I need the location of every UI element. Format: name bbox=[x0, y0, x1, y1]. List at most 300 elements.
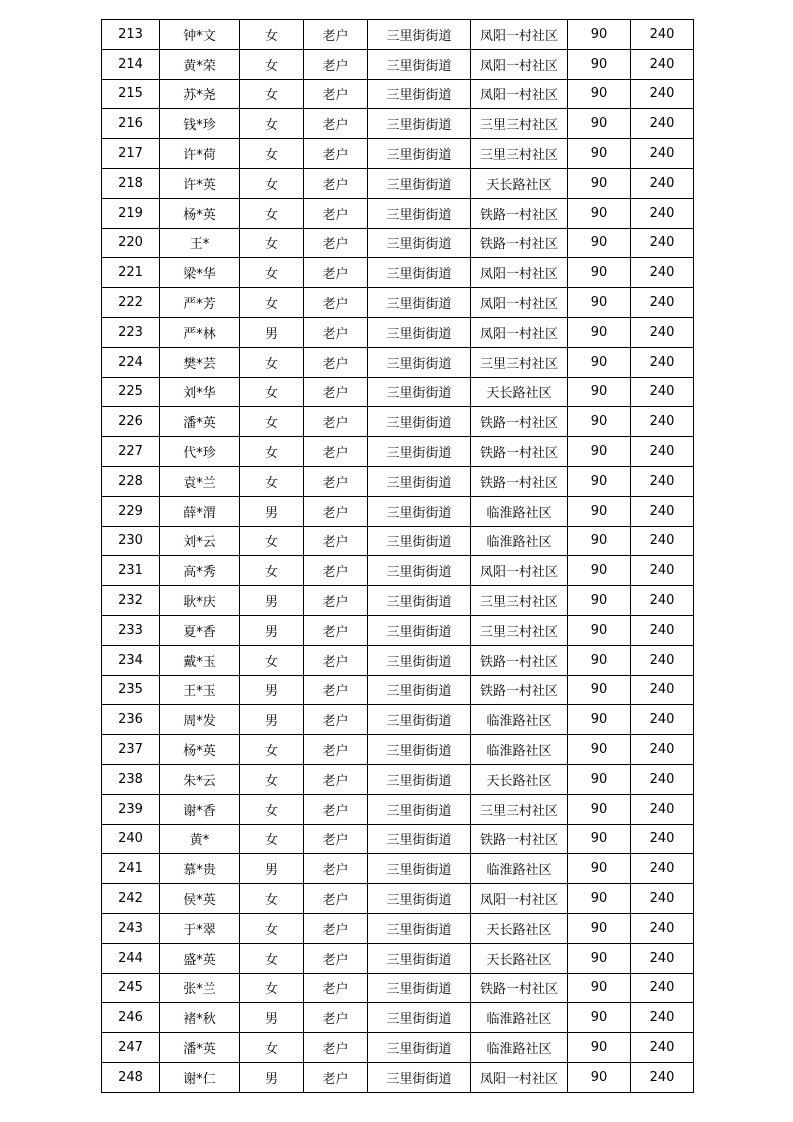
amount-cell: 90 bbox=[568, 526, 631, 556]
total-cell: 240 bbox=[631, 675, 694, 705]
household-type-cell: 老户 bbox=[304, 496, 368, 526]
total-cell: 240 bbox=[631, 407, 694, 437]
name-cell: 黄*荣 bbox=[160, 49, 240, 79]
amount-cell: 90 bbox=[568, 615, 631, 645]
community-cell: 铁路一村社区 bbox=[471, 466, 568, 496]
community-cell: 凤阳一村社区 bbox=[471, 884, 568, 914]
subdistrict-cell: 三里街街道 bbox=[368, 228, 471, 258]
subdistrict-cell: 三里街街道 bbox=[368, 317, 471, 347]
total-cell: 240 bbox=[631, 556, 694, 586]
community-cell: 天长路社区 bbox=[471, 764, 568, 794]
gender-cell: 女 bbox=[240, 973, 304, 1003]
gender-cell: 女 bbox=[240, 526, 304, 556]
gender-cell: 女 bbox=[240, 764, 304, 794]
gender-cell: 女 bbox=[240, 20, 304, 50]
name-cell: 许*荷 bbox=[160, 139, 240, 169]
community-cell: 凤阳一村社区 bbox=[471, 556, 568, 586]
row-number-cell: 229 bbox=[102, 496, 160, 526]
name-cell: 钱*珍 bbox=[160, 109, 240, 139]
household-type-cell: 老户 bbox=[304, 854, 368, 884]
subdistrict-cell: 三里街街道 bbox=[368, 675, 471, 705]
gender-cell: 男 bbox=[240, 496, 304, 526]
subdistrict-cell: 三里街街道 bbox=[368, 466, 471, 496]
community-cell: 凤阳一村社区 bbox=[471, 20, 568, 50]
name-cell: 代*珍 bbox=[160, 437, 240, 467]
table-row bbox=[102, 258, 694, 288]
community-cell: 铁路一村社区 bbox=[471, 407, 568, 437]
total-cell: 240 bbox=[631, 1033, 694, 1063]
amount-cell: 90 bbox=[568, 884, 631, 914]
roster-table bbox=[101, 19, 694, 1093]
subdistrict-cell: 三里街街道 bbox=[368, 49, 471, 79]
name-cell: 慕*贵 bbox=[160, 854, 240, 884]
community-cell: 凤阳一村社区 bbox=[471, 288, 568, 318]
amount-cell: 90 bbox=[568, 317, 631, 347]
gender-cell: 男 bbox=[240, 317, 304, 347]
gender-cell: 女 bbox=[240, 139, 304, 169]
table-row bbox=[102, 854, 694, 884]
amount-cell: 90 bbox=[568, 347, 631, 377]
subdistrict-cell: 三里街街道 bbox=[368, 705, 471, 735]
gender-cell: 女 bbox=[240, 437, 304, 467]
name-cell: 张*兰 bbox=[160, 973, 240, 1003]
row-number-cell: 218 bbox=[102, 168, 160, 198]
name-cell: 严*芳 bbox=[160, 288, 240, 318]
table-row bbox=[102, 109, 694, 139]
community-cell: 天长路社区 bbox=[471, 377, 568, 407]
gender-cell: 男 bbox=[240, 1062, 304, 1092]
table-row bbox=[102, 20, 694, 50]
gender-cell: 男 bbox=[240, 586, 304, 616]
name-cell: 钟*文 bbox=[160, 20, 240, 50]
amount-cell: 90 bbox=[568, 407, 631, 437]
household-type-cell: 老户 bbox=[304, 1062, 368, 1092]
amount-cell: 90 bbox=[568, 854, 631, 884]
gender-cell: 男 bbox=[240, 615, 304, 645]
total-cell: 240 bbox=[631, 1003, 694, 1033]
name-cell: 梁*华 bbox=[160, 258, 240, 288]
household-type-cell: 老户 bbox=[304, 735, 368, 765]
amount-cell: 90 bbox=[568, 109, 631, 139]
subdistrict-cell: 三里街街道 bbox=[368, 526, 471, 556]
row-number-cell: 233 bbox=[102, 615, 160, 645]
total-cell: 240 bbox=[631, 526, 694, 556]
amount-cell: 90 bbox=[568, 288, 631, 318]
row-number-cell: 228 bbox=[102, 466, 160, 496]
community-cell: 临淮路社区 bbox=[471, 705, 568, 735]
row-number-cell: 243 bbox=[102, 913, 160, 943]
community-cell: 凤阳一村社区 bbox=[471, 49, 568, 79]
gender-cell: 女 bbox=[240, 466, 304, 496]
table-row bbox=[102, 586, 694, 616]
total-cell: 240 bbox=[631, 764, 694, 794]
subdistrict-cell: 三里街街道 bbox=[368, 973, 471, 1003]
total-cell: 240 bbox=[631, 854, 694, 884]
household-type-cell: 老户 bbox=[304, 228, 368, 258]
table-row bbox=[102, 794, 694, 824]
subdistrict-cell: 三里街街道 bbox=[368, 407, 471, 437]
gender-cell: 男 bbox=[240, 705, 304, 735]
table-row bbox=[102, 913, 694, 943]
community-cell: 铁路一村社区 bbox=[471, 228, 568, 258]
subdistrict-cell: 三里街街道 bbox=[368, 377, 471, 407]
community-cell: 铁路一村社区 bbox=[471, 973, 568, 1003]
subdistrict-cell: 三里街街道 bbox=[368, 943, 471, 973]
amount-cell: 90 bbox=[568, 943, 631, 973]
table-row bbox=[102, 645, 694, 675]
row-number-cell: 227 bbox=[102, 437, 160, 467]
community-cell: 临淮路社区 bbox=[471, 496, 568, 526]
total-cell: 240 bbox=[631, 973, 694, 1003]
gender-cell: 女 bbox=[240, 824, 304, 854]
amount-cell: 90 bbox=[568, 1062, 631, 1092]
total-cell: 240 bbox=[631, 228, 694, 258]
household-type-cell: 老户 bbox=[304, 526, 368, 556]
gender-cell: 男 bbox=[240, 675, 304, 705]
name-cell: 王*玉 bbox=[160, 675, 240, 705]
community-cell: 三里三村社区 bbox=[471, 139, 568, 169]
subdistrict-cell: 三里街街道 bbox=[368, 347, 471, 377]
community-cell: 临淮路社区 bbox=[471, 735, 568, 765]
row-number-cell: 231 bbox=[102, 556, 160, 586]
total-cell: 240 bbox=[631, 109, 694, 139]
household-type-cell: 老户 bbox=[304, 943, 368, 973]
community-cell: 铁路一村社区 bbox=[471, 645, 568, 675]
household-type-cell: 老户 bbox=[304, 973, 368, 1003]
name-cell: 夏*香 bbox=[160, 615, 240, 645]
community-cell: 凤阳一村社区 bbox=[471, 1062, 568, 1092]
gender-cell: 女 bbox=[240, 228, 304, 258]
gender-cell: 女 bbox=[240, 913, 304, 943]
household-type-cell: 老户 bbox=[304, 407, 368, 437]
row-number-cell: 238 bbox=[102, 764, 160, 794]
total-cell: 240 bbox=[631, 794, 694, 824]
name-cell: 于*翠 bbox=[160, 913, 240, 943]
row-number-cell: 230 bbox=[102, 526, 160, 556]
row-number-cell: 237 bbox=[102, 735, 160, 765]
amount-cell: 90 bbox=[568, 1003, 631, 1033]
gender-cell: 女 bbox=[240, 347, 304, 377]
community-cell: 临淮路社区 bbox=[471, 526, 568, 556]
subdistrict-cell: 三里街街道 bbox=[368, 884, 471, 914]
community-cell: 凤阳一村社区 bbox=[471, 317, 568, 347]
total-cell: 240 bbox=[631, 198, 694, 228]
amount-cell: 90 bbox=[568, 20, 631, 50]
total-cell: 240 bbox=[631, 824, 694, 854]
household-type-cell: 老户 bbox=[304, 49, 368, 79]
community-cell: 临淮路社区 bbox=[471, 1003, 568, 1033]
amount-cell: 90 bbox=[568, 49, 631, 79]
table-row bbox=[102, 377, 694, 407]
amount-cell: 90 bbox=[568, 496, 631, 526]
amount-cell: 90 bbox=[568, 258, 631, 288]
total-cell: 240 bbox=[631, 49, 694, 79]
gender-cell: 女 bbox=[240, 645, 304, 675]
subdistrict-cell: 三里街街道 bbox=[368, 198, 471, 228]
community-cell: 三里三村社区 bbox=[471, 586, 568, 616]
amount-cell: 90 bbox=[568, 79, 631, 109]
community-cell: 铁路一村社区 bbox=[471, 437, 568, 467]
name-cell: 戴*玉 bbox=[160, 645, 240, 675]
row-number-cell: 236 bbox=[102, 705, 160, 735]
name-cell: 刘*华 bbox=[160, 377, 240, 407]
gender-cell: 女 bbox=[240, 258, 304, 288]
gender-cell: 女 bbox=[240, 49, 304, 79]
table-row bbox=[102, 556, 694, 586]
gender-cell: 女 bbox=[240, 377, 304, 407]
total-cell: 240 bbox=[631, 913, 694, 943]
row-number-cell: 221 bbox=[102, 258, 160, 288]
table-row bbox=[102, 168, 694, 198]
total-cell: 240 bbox=[631, 1062, 694, 1092]
table-row bbox=[102, 764, 694, 794]
total-cell: 240 bbox=[631, 466, 694, 496]
row-number-cell: 246 bbox=[102, 1003, 160, 1033]
household-type-cell: 老户 bbox=[304, 586, 368, 616]
table-row bbox=[102, 526, 694, 556]
subdistrict-cell: 三里街街道 bbox=[368, 109, 471, 139]
community-cell: 临淮路社区 bbox=[471, 1033, 568, 1063]
amount-cell: 90 bbox=[568, 645, 631, 675]
household-type-cell: 老户 bbox=[304, 764, 368, 794]
amount-cell: 90 bbox=[568, 586, 631, 616]
community-cell: 三里三村社区 bbox=[471, 794, 568, 824]
community-cell: 临淮路社区 bbox=[471, 854, 568, 884]
table-row bbox=[102, 317, 694, 347]
name-cell: 周*发 bbox=[160, 705, 240, 735]
row-number-cell: 224 bbox=[102, 347, 160, 377]
amount-cell: 90 bbox=[568, 764, 631, 794]
household-type-cell: 老户 bbox=[304, 1033, 368, 1063]
row-number-cell: 216 bbox=[102, 109, 160, 139]
community-cell: 三里三村社区 bbox=[471, 109, 568, 139]
subdistrict-cell: 三里街街道 bbox=[368, 586, 471, 616]
name-cell: 朱*云 bbox=[160, 764, 240, 794]
total-cell: 240 bbox=[631, 258, 694, 288]
amount-cell: 90 bbox=[568, 735, 631, 765]
household-type-cell: 老户 bbox=[304, 20, 368, 50]
amount-cell: 90 bbox=[568, 377, 631, 407]
household-type-cell: 老户 bbox=[304, 645, 368, 675]
amount-cell: 90 bbox=[568, 705, 631, 735]
name-cell: 黄* bbox=[160, 824, 240, 854]
name-cell: 潘*英 bbox=[160, 407, 240, 437]
name-cell: 盛*英 bbox=[160, 943, 240, 973]
household-type-cell: 老户 bbox=[304, 317, 368, 347]
row-number-cell: 223 bbox=[102, 317, 160, 347]
table-row bbox=[102, 198, 694, 228]
total-cell: 240 bbox=[631, 645, 694, 675]
subdistrict-cell: 三里街街道 bbox=[368, 913, 471, 943]
gender-cell: 男 bbox=[240, 1003, 304, 1033]
row-number-cell: 226 bbox=[102, 407, 160, 437]
household-type-cell: 老户 bbox=[304, 884, 368, 914]
subdistrict-cell: 三里街街道 bbox=[368, 258, 471, 288]
amount-cell: 90 bbox=[568, 168, 631, 198]
community-cell: 铁路一村社区 bbox=[471, 675, 568, 705]
subdistrict-cell: 三里街街道 bbox=[368, 1003, 471, 1033]
household-type-cell: 老户 bbox=[304, 794, 368, 824]
subdistrict-cell: 三里街街道 bbox=[368, 794, 471, 824]
name-cell: 薛*渭 bbox=[160, 496, 240, 526]
gender-cell: 男 bbox=[240, 854, 304, 884]
subdistrict-cell: 三里街街道 bbox=[368, 764, 471, 794]
community-cell: 三里三村社区 bbox=[471, 615, 568, 645]
name-cell: 谢*仁 bbox=[160, 1062, 240, 1092]
gender-cell: 女 bbox=[240, 79, 304, 109]
row-number-cell: 214 bbox=[102, 49, 160, 79]
amount-cell: 90 bbox=[568, 556, 631, 586]
table-row bbox=[102, 1033, 694, 1063]
gender-cell: 女 bbox=[240, 884, 304, 914]
total-cell: 240 bbox=[631, 586, 694, 616]
row-number-cell: 213 bbox=[102, 20, 160, 50]
subdistrict-cell: 三里街街道 bbox=[368, 1033, 471, 1063]
table-row bbox=[102, 1062, 694, 1092]
table-row bbox=[102, 437, 694, 467]
name-cell: 侯*英 bbox=[160, 884, 240, 914]
household-type-cell: 老户 bbox=[304, 705, 368, 735]
household-type-cell: 老户 bbox=[304, 615, 368, 645]
subdistrict-cell: 三里街街道 bbox=[368, 20, 471, 50]
household-type-cell: 老户 bbox=[304, 466, 368, 496]
total-cell: 240 bbox=[631, 79, 694, 109]
row-number-cell: 239 bbox=[102, 794, 160, 824]
community-cell: 天长路社区 bbox=[471, 943, 568, 973]
household-type-cell: 老户 bbox=[304, 198, 368, 228]
row-number-cell: 234 bbox=[102, 645, 160, 675]
household-type-cell: 老户 bbox=[304, 347, 368, 377]
table-row bbox=[102, 407, 694, 437]
row-number-cell: 219 bbox=[102, 198, 160, 228]
row-number-cell: 222 bbox=[102, 288, 160, 318]
subdistrict-cell: 三里街街道 bbox=[368, 139, 471, 169]
subdistrict-cell: 三里街街道 bbox=[368, 824, 471, 854]
row-number-cell: 248 bbox=[102, 1062, 160, 1092]
subdistrict-cell: 三里街街道 bbox=[368, 288, 471, 318]
amount-cell: 90 bbox=[568, 139, 631, 169]
table-row bbox=[102, 973, 694, 1003]
community-cell: 天长路社区 bbox=[471, 168, 568, 198]
amount-cell: 90 bbox=[568, 437, 631, 467]
household-type-cell: 老户 bbox=[304, 556, 368, 586]
name-cell: 严*林 bbox=[160, 317, 240, 347]
gender-cell: 女 bbox=[240, 109, 304, 139]
table-row bbox=[102, 943, 694, 973]
gender-cell: 女 bbox=[240, 735, 304, 765]
row-number-cell: 215 bbox=[102, 79, 160, 109]
subdistrict-cell: 三里街街道 bbox=[368, 735, 471, 765]
household-type-cell: 老户 bbox=[304, 913, 368, 943]
subdistrict-cell: 三里街街道 bbox=[368, 615, 471, 645]
table-row bbox=[102, 1003, 694, 1033]
gender-cell: 女 bbox=[240, 556, 304, 586]
household-type-cell: 老户 bbox=[304, 139, 368, 169]
table-row bbox=[102, 79, 694, 109]
household-type-cell: 老户 bbox=[304, 377, 368, 407]
row-number-cell: 225 bbox=[102, 377, 160, 407]
table-row bbox=[102, 496, 694, 526]
total-cell: 240 bbox=[631, 943, 694, 973]
name-cell: 袁*兰 bbox=[160, 466, 240, 496]
total-cell: 240 bbox=[631, 168, 694, 198]
amount-cell: 90 bbox=[568, 198, 631, 228]
table-row bbox=[102, 49, 694, 79]
row-number-cell: 217 bbox=[102, 139, 160, 169]
row-number-cell: 220 bbox=[102, 228, 160, 258]
total-cell: 240 bbox=[631, 735, 694, 765]
table-row bbox=[102, 884, 694, 914]
gender-cell: 女 bbox=[240, 794, 304, 824]
household-type-cell: 老户 bbox=[304, 1003, 368, 1033]
name-cell: 许*英 bbox=[160, 168, 240, 198]
amount-cell: 90 bbox=[568, 228, 631, 258]
table-row bbox=[102, 228, 694, 258]
table-row bbox=[102, 675, 694, 705]
household-type-cell: 老户 bbox=[304, 437, 368, 467]
table-row bbox=[102, 288, 694, 318]
table-row bbox=[102, 466, 694, 496]
table-row bbox=[102, 347, 694, 377]
row-number-cell: 240 bbox=[102, 824, 160, 854]
row-number-cell: 232 bbox=[102, 586, 160, 616]
name-cell: 樊*芸 bbox=[160, 347, 240, 377]
name-cell: 杨*英 bbox=[160, 735, 240, 765]
amount-cell: 90 bbox=[568, 913, 631, 943]
total-cell: 240 bbox=[631, 20, 694, 50]
community-cell: 铁路一村社区 bbox=[471, 198, 568, 228]
gender-cell: 女 bbox=[240, 407, 304, 437]
amount-cell: 90 bbox=[568, 824, 631, 854]
roster-body bbox=[102, 20, 694, 1093]
table-row bbox=[102, 705, 694, 735]
community-cell: 天长路社区 bbox=[471, 913, 568, 943]
amount-cell: 90 bbox=[568, 973, 631, 1003]
gender-cell: 女 bbox=[240, 288, 304, 318]
subdistrict-cell: 三里街街道 bbox=[368, 556, 471, 586]
name-cell: 苏*尧 bbox=[160, 79, 240, 109]
total-cell: 240 bbox=[631, 884, 694, 914]
total-cell: 240 bbox=[631, 437, 694, 467]
community-cell: 三里三村社区 bbox=[471, 347, 568, 377]
table-row bbox=[102, 139, 694, 169]
household-type-cell: 老户 bbox=[304, 288, 368, 318]
total-cell: 240 bbox=[631, 377, 694, 407]
household-type-cell: 老户 bbox=[304, 824, 368, 854]
subdistrict-cell: 三里街街道 bbox=[368, 645, 471, 675]
name-cell: 潘*英 bbox=[160, 1033, 240, 1063]
amount-cell: 90 bbox=[568, 675, 631, 705]
community-cell: 凤阳一村社区 bbox=[471, 258, 568, 288]
row-number-cell: 241 bbox=[102, 854, 160, 884]
row-number-cell: 247 bbox=[102, 1033, 160, 1063]
name-cell: 刘*云 bbox=[160, 526, 240, 556]
community-cell: 铁路一村社区 bbox=[471, 824, 568, 854]
gender-cell: 女 bbox=[240, 1033, 304, 1063]
total-cell: 240 bbox=[631, 317, 694, 347]
community-cell: 凤阳一村社区 bbox=[471, 79, 568, 109]
household-type-cell: 老户 bbox=[304, 168, 368, 198]
gender-cell: 女 bbox=[240, 168, 304, 198]
subdistrict-cell: 三里街街道 bbox=[368, 496, 471, 526]
subdistrict-cell: 三里街街道 bbox=[368, 79, 471, 109]
row-number-cell: 235 bbox=[102, 675, 160, 705]
subdistrict-cell: 三里街街道 bbox=[368, 854, 471, 884]
table-row bbox=[102, 735, 694, 765]
name-cell: 耿*庆 bbox=[160, 586, 240, 616]
row-number-cell: 245 bbox=[102, 973, 160, 1003]
amount-cell: 90 bbox=[568, 466, 631, 496]
